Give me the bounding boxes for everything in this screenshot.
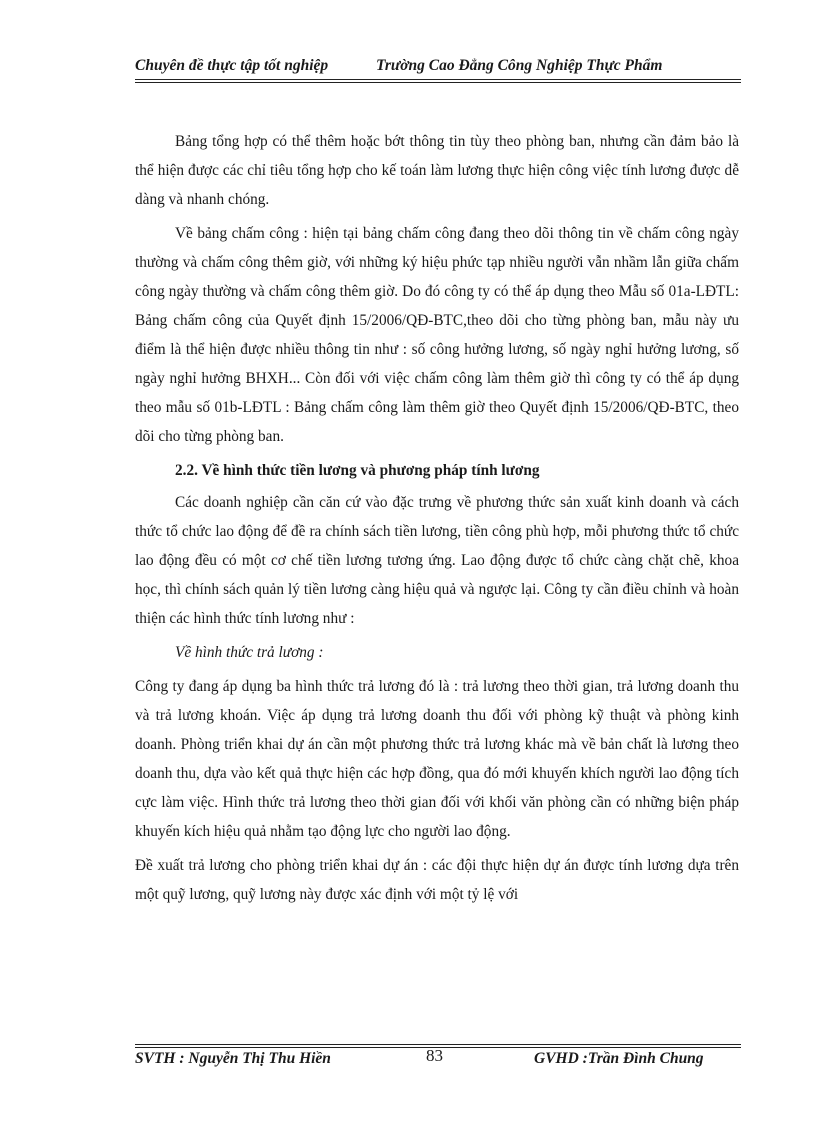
footer-student-name: SVTH : Nguyễn Thị Thu Hiền [135, 1050, 331, 1067]
paragraph-payment-forms: Công ty đang áp dụng ba hình thức trả lương đó là : trả lương theo thời gian, trả lương doanh thu và trả lương khoán. Việc áp dụng trả lương doanh thu đối với phòng kỹ thuật và phòng kinh doanh. Phòng triển khai dự án cần một phương thức trả lương khác mà về bản chất là lương theo doanh thu, dựa vào kết quả thực hiện các hợp đồng, qua đó mới khuyến khích người lao động tích cực làm việc. Hình thức trả lương theo thời gian đối với khối văn phòng cần có những biện pháp khuyến kích hiệu quả nhằm tạo động lực cho người lao động. [135, 678, 739, 840]
header-school-name: Trường Cao Đẳng Công Nghiệp Thực Phẩm [376, 57, 663, 74]
page-body [135, 127, 739, 914]
page-footer [135, 1044, 741, 1069]
page-number: 83 [426, 1046, 443, 1065]
paragraph-proposal: Đề xuất trả lương cho phòng triển khai dự án : các đội thực hiện dự án được tính lương dựa trên một quỹ lương, quỹ lương này được xác định với một tỷ lệ với [135, 857, 739, 903]
page-header [135, 57, 741, 80]
paragraph-timesheet: Về bảng chấm công : hiện tại bảng chấm công đang theo dõi thông tin về chấm công ngày thường và chấm công thêm giờ, với những ký hiệu phức tạp nhiều người vẫn nhầm lẫn giữa chấm công ngày thường và chấm công thêm giờ. Do đó công ty có thể áp dụng theo Mẫu số 01a-LĐTL: Bảng chấm công của Quyết định 15/2006/QĐ-BTC,theo dõi cho từng phòng ban, mẫu này ưu điểm là thể hiện được nhiều thông tin như : số công hưởng lương, số ngày nghỉ hưởng lương, số ngày nghỉ hưởng BHXH... Còn đối với việc chấm công làm thêm giờ thì công ty có thể áp dụng theo mẫu số 01b-LĐTL : Bảng chấm công làm thêm giờ theo Quyết định 15/2006/QĐ-BTC, theo dõi cho từng phòng ban. [135, 225, 739, 445]
paragraph-salary-policy: Các doanh nghiệp cần căn cứ vào đặc trưng về phương thức sản xuất kinh doanh và cách thức tổ chức lao động để đề ra chính sách tiền lương, tiền công phù hợp, mỗi phương thức tổ chức lao động đều có một cơ chế tiền lương tương ứng. Lao động được tổ chức càng chặt chẽ, khoa học, thì chính sách quản lý tiền lương càng hiệu quả và ngược lại. Công ty cần điều chỉnh và hoàn thiện các hình thức tính lương như : [135, 494, 739, 627]
section-heading: 2.2. Về hình thức tiền lương và phương pháp tính lương [175, 462, 540, 479]
paragraph-summary-table: Bảng tổng hợp có thể thêm hoặc bớt thông tin tùy theo phòng ban, nhưng cần đảm bảo là thể hiện được các chỉ tiêu tổng hợp cho kế toán làm lương thực hiện công việc tính lương được dễ dàng và nhanh chóng. [135, 133, 739, 208]
header-report-title: Chuyên đề thực tập tốt nghiệp [135, 57, 329, 74]
footer-advisor-name: GVHD :Trần Đình Chung [534, 1050, 704, 1067]
subsection-heading: Về hình thức trả lương : [175, 644, 324, 661]
